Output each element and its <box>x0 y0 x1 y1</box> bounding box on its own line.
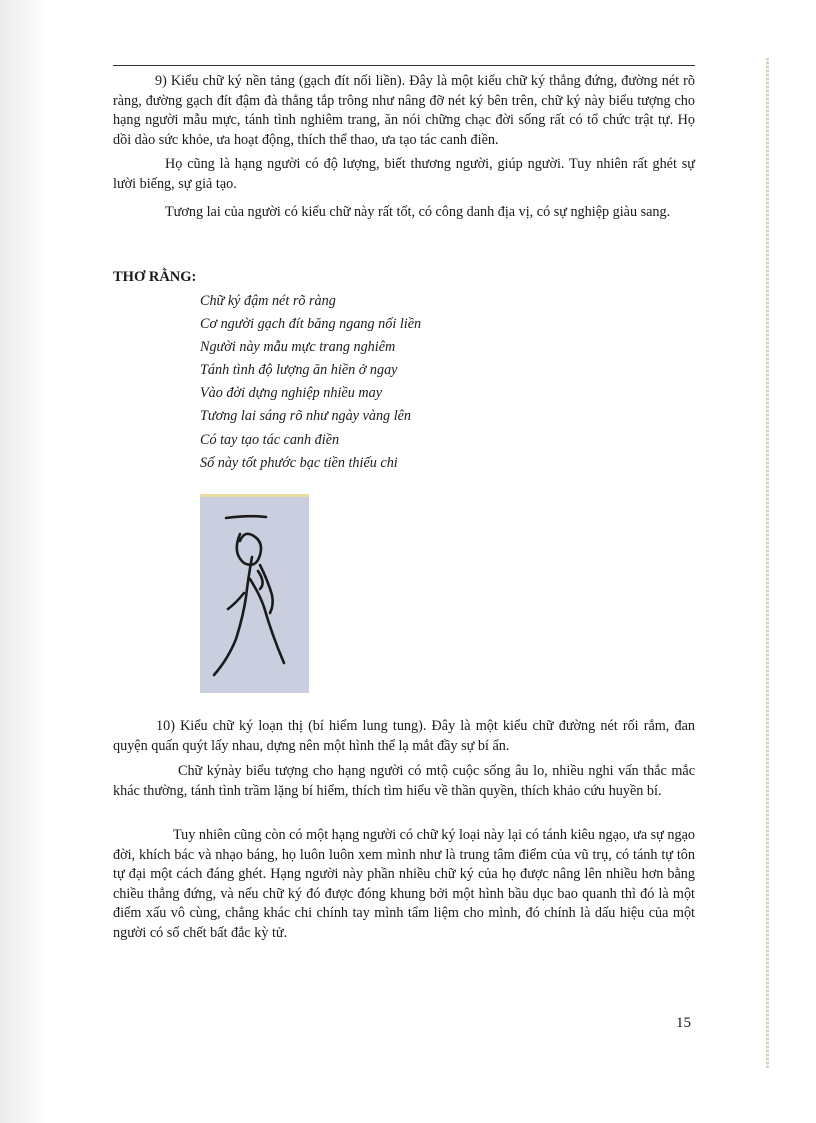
paragraph-style-9-future: Tương lai của người có kiểu chữ này rất tốt, có công danh địa vị, có sự nghiệp giàu sang. <box>165 204 671 220</box>
paragraph-style-9: 9) Kiểu chữ ký nền tảng (gạch đít nối liền). Đây là một kiểu chữ ký thẳng đứng, đường nét rõ ràng, đường gạch đít đậm đà thẳng tắp trông như nâng đỡ nét ký bên trên, chữ ký này biểu tượng cho hạng người mẫu mực, tánh tình nghiêm trang, ăn nói chững chạc đời sống rất có tổ chức trật tự. Họ dồi dào sức khỏe, ưa hoạt động, thích thể thao, ưa tạo tác canh điền. <box>113 73 695 148</box>
inner-stroke <box>258 571 263 589</box>
signature-drawing <box>200 497 309 690</box>
loop-stroke <box>237 534 261 565</box>
header-rule <box>113 65 695 66</box>
signature-sample-image <box>200 494 309 693</box>
poem-line: Số này tốt phước bạc tiền thiếu chi <box>200 454 398 471</box>
paragraph-style-10: 10) Kiểu chữ ký loạn thị (bí hiểm lung tung). Đây là một kiểu chữ đường nét rối rắm, đan quyện quấn quýt lấy nhau, dựng nên một hình thể lạ mắt đầy sự bí ẩn. <box>113 718 695 754</box>
decorative-side-border <box>766 58 769 1068</box>
underline-stroke <box>226 516 266 518</box>
right-hook-stroke <box>260 565 273 613</box>
poem-line: Cơ người gạch đít băng ngang nối liền <box>200 316 422 333</box>
paragraph-style-9-traits: Họ cũng là hạng người có độ lượng, biết thương người, giúp người. Tuy nhiên rất ghét sự lười biếng, sự giả tạo. <box>113 156 695 192</box>
poem-line: Vào đời dựng nghiệp nhiều may <box>200 385 382 402</box>
poem-line: Chữ ký đậm nét rõ ràng <box>200 293 336 309</box>
poem-line: Tương lai sáng rõ như ngày vàng lên <box>200 408 412 425</box>
poem-line: Người này mẫu mực trang nghiêm <box>200 339 396 356</box>
poem-line: Tánh tình độ lượng ăn hiền ở ngay <box>200 362 398 379</box>
poem-line: Có tay tạo tác canh điền <box>200 431 340 448</box>
poem <box>200 290 421 475</box>
left-arm-stroke <box>228 593 244 609</box>
page-edge-shadow <box>0 0 48 1123</box>
poem-heading: THƠ RẰNG: <box>113 269 197 285</box>
left-leg-stroke <box>214 557 252 675</box>
paragraph-style-10-traits: Chữ kýnày biểu tượng cho hạng người có mtộ cuộc sống âu lo, nhiều nghi vấn thắc mắc khác thường, tánh tình trầm lặng bí hiểm, thích tìm hiểu về thần quyền, thích khảo cứu huyền bí. <box>113 763 695 799</box>
paragraph-style-10-warning: Tuy nhiên cũng còn có một hạng người có chữ ký loại này lại có tánh kiêu ngạo, ưa sự ngạo đời, khích bác và nhạo báng, họ luôn luôn xem mình như là trung tâm điểm của vũ trụ, có tánh tự tôn tự đại một cách đáng ghét. Hạng người này phần nhiều chữ ký của họ được nâng lên nhiều hơn bằng chiều thẳng đứng, và nếu chữ ký đó được đóng khung bởi một hình bầu dục bao quanh thì đó là một điểm xấu vô cùng, chẳng khác chi chính tay mình tẩm liệm cho mình, đó chính là dấu hiệu của một người có số chết bất đắc kỳ tử. <box>113 827 695 941</box>
page-number: 15 <box>676 1015 691 1031</box>
right-leg-stroke <box>250 579 284 663</box>
